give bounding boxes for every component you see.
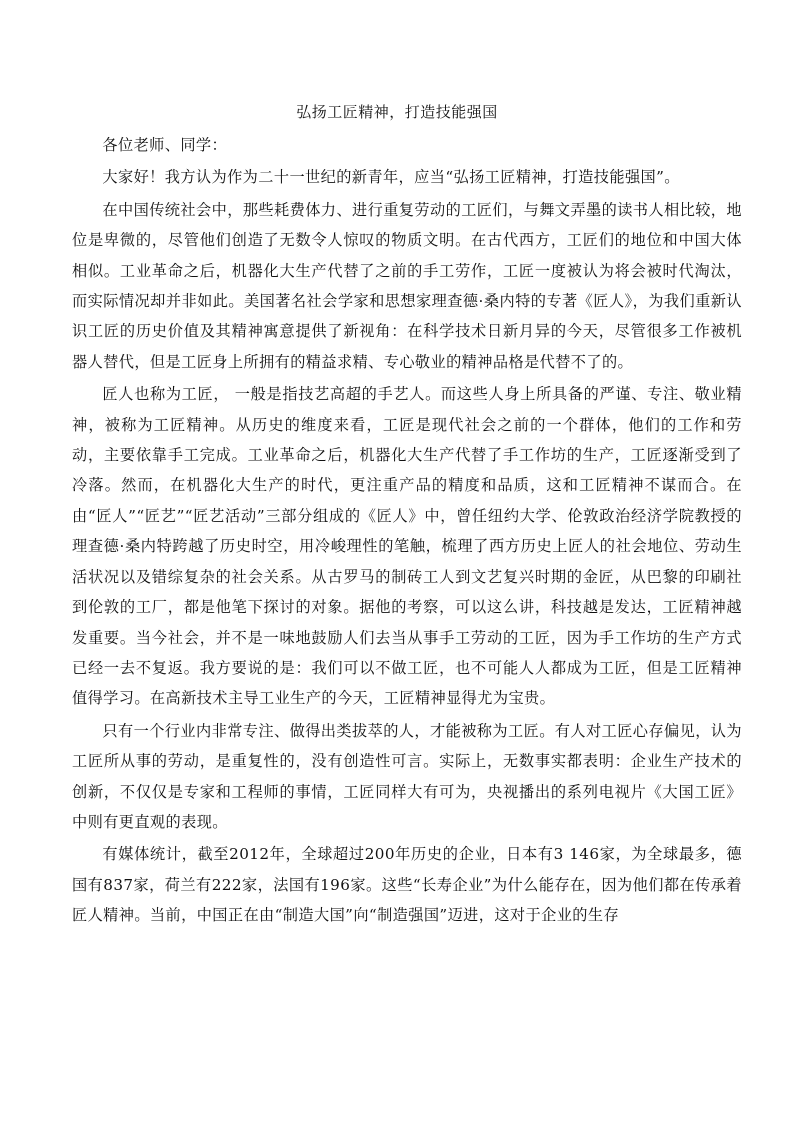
salutation: 各位老师、同学： xyxy=(102,136,228,154)
paragraph-craftsman-spirit: 匠人也称为工匠， 一般是指技艺高超的手艺人。而这些人身上所具备的严谨、专注、敬业精神，被称为工匠精神。从历史的维度来看，工匠是现代社会之前的一个群体，他们的工作和劳动，主要依靠手工完成。工业革命之后，机器化大生产代替了手工作坊的生产，工匠逐渐受到了冷落。然而，在机器化大生产的时代，更注重产品的精度和品质，这和工匠精神不谋而合。在由“匠人”“匠艺”“匠艺活动”三部分组成的《匠人》中，曾任纽约大学、伦敦政治经济学院教授的理查德·桑内特跨越了历史时空，用冷峻理性的笔触，梳理了西方历史上匠人的社会地位、劳动生活状况以及错综复杂的社会关系。从古罗马的制砖工人到文艺复兴时期的金匠，从巴黎的印刷社到伦敦的工厂，都是他笔下探讨的对象。据他的考察，可以这么讲，科技越是发达，工匠精神越发重要。当今社会，并不是一味地鼓励人们去当从事手工劳动的工匠，因为手工作坊的生产方式已经一去不复返。我方要说的是：我们可以不做工匠，也不可能人人都成为工匠，但是工匠精神值得学习。在高新技术主导工业生产的今天，工匠精神显得尤为宝贵。 xyxy=(72,385,742,708)
paragraph-greeting: 大家好！我方认为作为二十一世纪的新青年，应当“弘扬工匠精神，打造技能强国”。 xyxy=(102,168,680,187)
paragraph-statistics: 有媒体统计，截至2012年，全球超过200年历史的企业，日本有3 146家，为全球最多，德国有837家，荷兰有222家，法国有196家。这些“长寿企业”为什么能存在，因为他们都在传承着匠人精神。当前，中国正在由“制造大国”向“制造强国”迈进，这对于企业的生存 xyxy=(72,845,742,925)
document-title: 弘扬工匠精神，打造技能强国 xyxy=(296,103,498,121)
document-body xyxy=(72,130,742,931)
paragraph-traditional-society: 在中国传统社会中，那些耗费体力、进行重复劳动的工匠们，与舞文弄墨的读书人相比较，地位是卑微的，尽管他们创造了无数令人惊叹的物质文明。在古代西方，工匠们的地位和中国大体相似。工业革命之后，机器化大生产代替了之前的手工劳作，工匠一度被认为将会被时代淘汰，而实际情况却并非如此。美国著名社会学家和思想家理查德·桑内特的专著《匠人》，为我们重新认识工匠的历史价值及其精神寓意提供了新视角：在科学技术日新月异的今天，尽管很多工作被机器人替代，但是工匠身上所拥有的精益求精、专心敬业的精神品格是代替不了的。 xyxy=(72,200,742,371)
paragraph-prejudice: 只有一个行业内非常专注、做得出类拔萃的人，才能被称为工匠。有人对工匠心存偏见，认为工匠所从事的劳动，是重复性的，没有创造性可言。实际上，无数事实都表明：企业生产技术的创新，不仅仅是专家和工程师的事情，工匠同样大有可为，央视播出的系列电视片《大国工匠》中则有更直观的表现。 xyxy=(72,721,742,831)
